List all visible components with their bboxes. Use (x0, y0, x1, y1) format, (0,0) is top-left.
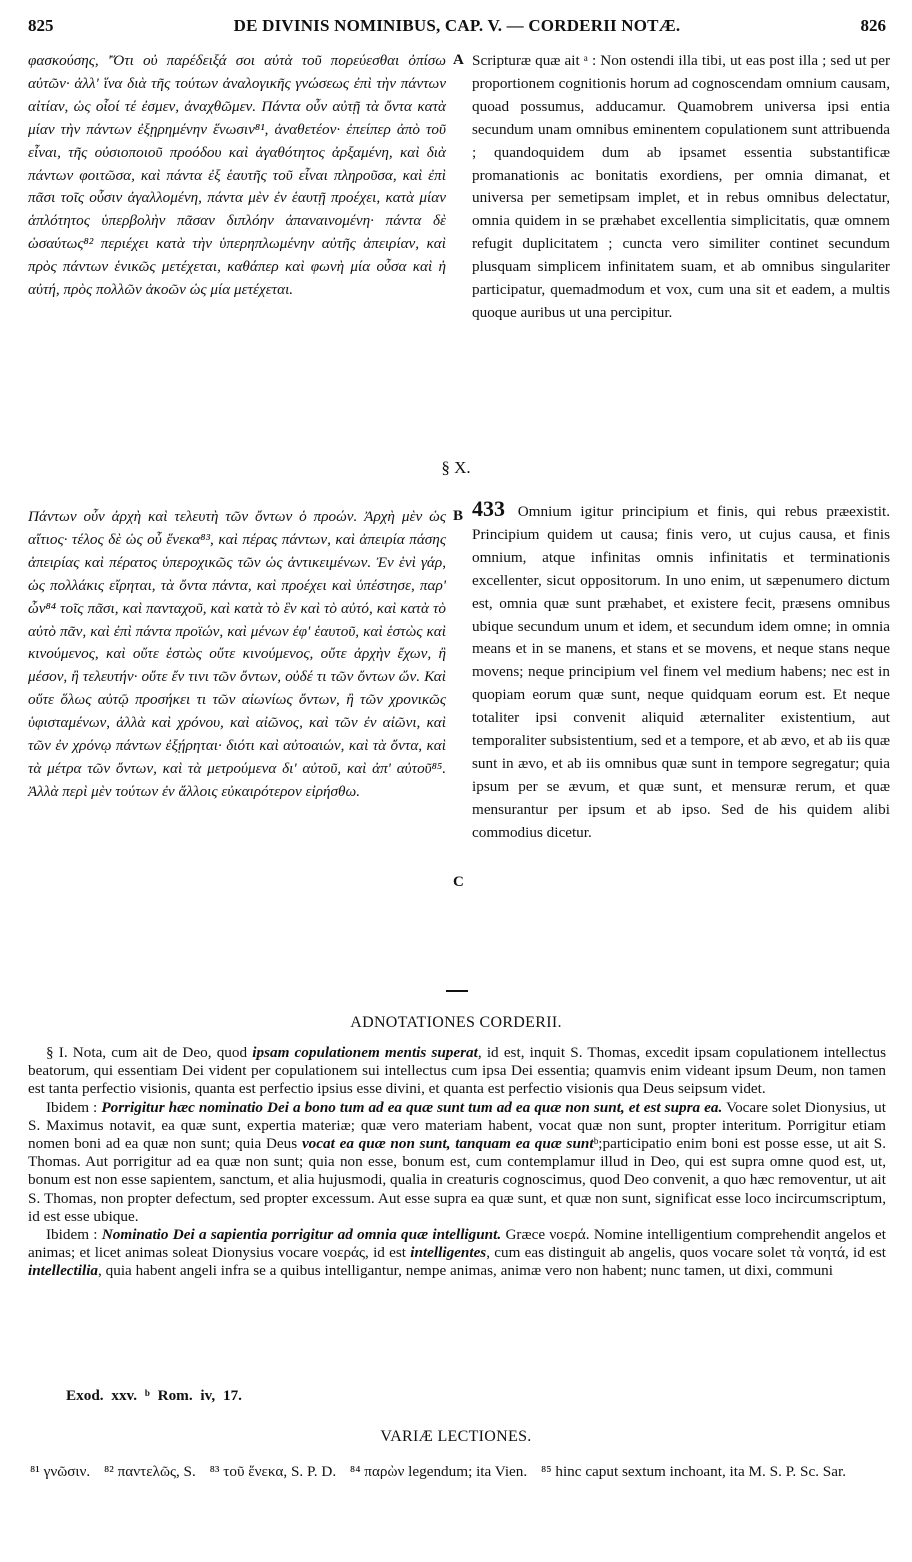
variant-reading: ⁸⁵ hinc caput sextum inchoant, ita M. S. P. Sc. Sar. (540, 1463, 847, 1480)
greek-text-block-1: φασκούσης, 'Ὅτι οὐ παρέδειξά σοι αὐτὰ τοῦ πορεύεσθαι ὀπίσω αὐτῶν· ἀλλ' ἵνα διὰ τῆς τούτων ἀναλογικῆς γνώσεως ἐπὶ τὴν πάντων αἰτίαν, ὡς οἷοί τέ ἐσμεν, ἀναχθῶμεν. Πάντα οὖν αὐτῇ τὰ ὄντα κατὰ μίαν τὴν πάντων ἐξῃρημένην ἕνωσιν⁸¹, ἀναθετέον· ἐπείπερ ἀπὸ τοῦ εἶναι, τῆς οὐσιοποιοῦ προόδου καὶ ἀγαθότητος ἀρξαμένη, καὶ διὰ πάντων φοιτῶσα, καὶ πάντα ἐξ ἑαυτῆς τοῦ εἶναι πληροῦσα, καὶ ἐπὶ πᾶσι τοῖς οὖσιν ἀγαλλομένη, πάντα μὲν ἐν ἑαυτῇ προέχει, κατὰ μίαν ἁπλότητος ὑπερβολὴν πᾶσαν διπλόην ἀπαναινομένη· πάντα δὲ ὡσαύτως⁸² περιέχει κατὰ τὴν ὑπερηπλωμένην αὐτῆς ἀπειρίαν, καὶ πρὸς πάντων ἑνικῶς μετέχεται, καθάπερ καὶ φωνὴ μία οὖσα καὶ ἡ αὐτή, πρὸς πολλῶν ἀκοῶν ὡς μία μετέχεται. (28, 52, 446, 299)
variant-reading: ⁸⁴ παρὼν legendum; ita Vien. (349, 1463, 528, 1480)
page-number-left: 825 (28, 16, 54, 35)
note-text: , cum eas distinguit ab angelis, quos vocare solet τὰ νοητά, id est (486, 1244, 886, 1262)
biblical-references: Exod. xxv. ᵇ Rom. iv, 17. (66, 1387, 242, 1404)
notes-title: ADNOTATIONES CORDERII. (350, 1014, 562, 1031)
running-title: DE DIVINIS NOMINIBUS, CAP. V. — CORDERII NOTÆ. (233, 16, 681, 35)
note-text: Græce νοερά. Nomine intelligentium comprehendit angelos et animas; et licet animas soleat Dionysius vocare νοεράς, id est (28, 1226, 886, 1262)
variant-reading: ⁸² παντελῶς, S. (103, 1463, 196, 1480)
variant-reading: ⁸¹ γνῶσιν. (30, 1463, 91, 1480)
marker-a: A (453, 52, 464, 68)
note-text: § I. Nota, cum ait de Deo, quod (46, 1044, 253, 1061)
note-text: , quia habent angeli infra se a quibus intelligantur, nempe animas, animæ vero non habent; nunc tamen, ut dixi, communi (98, 1262, 833, 1280)
note-quote: ipsam copulationem mentis superat (252, 1044, 478, 1061)
latin-text-block-1: Scripturæ quæ ait ᵃ : Non ostendi illa tibi, ut eas post illa ; sed ut per proportionem cognitionis horum ad cognoscendam omnium causam, quoad possumus, adducamur. Quamobrem universa ipsi entia secundum unam omnibus eminentem copulationem sunt attribuenda ; quandoquidem dum ab ipsamet essentia substantificæ promanationis ac bonitatis exordiens, per omnia dimanat, et universa per semetipsam implet, et in rebus omnibus delectatur, omnia quidem in se præhabet excellentia simplicitatis, quæ omnem refugit duplicitatem ; cuncta vero similiter continet secundum plusquam simplicem infinitatem suam, et ab omnibus singulariter participatur, quemadmodum et vox, cum una sit et eadem, a multis quoque auribus ut una percipitur. (472, 52, 890, 321)
note-text: Ibidem : (46, 1098, 102, 1116)
marker-c: C (453, 874, 464, 890)
note-text: Ibidem : (46, 1226, 102, 1244)
note-quote: intelligentes (410, 1244, 487, 1262)
section-heading: § X. (441, 458, 471, 477)
latin-text-block-2-body: Omnium igitur principium et finis, qui rebus præexistit. Principium quidem ut causa; finis vero, ut cujus causa, et finis omnium, atque infinitas omnis infinitatis et terminationis excellenter, sicut oppositorum. In uno enim, ut sæpenumero dictum est, omnia quæ sunt præhabet, et existere fecit, præsens omnibus ubique secundum unum et idem, et secundum idem omne; in omnia means et in se manens, et stans et se movens, et neque stans neque movens; neque principium vel finem vel medium habens; nec est in quopiam eorum quæ sunt, neque quidquam eorum est. Et neque totaliter ipsi convenit aliquid æternaliter existentium, aut temporaliter subsistentium, sed et a tempore, et ab ævo, et ab iis quæ sunt in ævo, et ab iis omnibus quæ sunt in tempore segregatur; quia ipsum per se ævum, et quæ sunt, et mensuræ rerum, et quæ mensurantur per ipsum et ab ipso. Sed de his quidem alibi commodius dicetur. (472, 503, 890, 841)
note-text: ᵇ;participatio enim boni est posse esse, ut ait S. Thomas. Aut porrigitur ad ea quæ non sunt; quia non esse, bonum est, cum contemplamur illud in Deo, qui est supra omne quod est, ut, bonum est non esse sapientem, sanctum, et alia hujusmodi, qualia in creaturis cognoscimus, quod Deo convenit, a quo hæc removentur, ut ait S. Thomas, non propter defectum, sed propter excessum. Aut esse supra ea quæ sunt, et quæ non sunt, significat esse loco incircumscriptum, id est esse ubique. (28, 1135, 887, 1225)
variant-reading: ⁸³ τοῦ ἕνεκα, S. P. D. (209, 1463, 337, 1480)
latin-text-block-2 (472, 498, 890, 845)
note-quote: vocat ea quæ non sunt, tanquam ea quæ sunt (301, 1135, 594, 1153)
note-text: Vocare solet Dionysius, ut S. Maximus notavit, ea quæ sunt, expertia materiæ; quæ vero materiam habent, vocat quæ non sunt, propter interitum. Porrigitur etiam nomen boni ad ea quæ non sunt; quia Deus (28, 1098, 886, 1153)
variant-readings (30, 1462, 886, 1481)
greek-text-block-2: Πάντων οὖν ἀρχὴ καὶ τελευτὴ τῶν ὄντων ὁ προών. Ἀρχὴ μὲν ὡς αἴτιος· τέλος δὲ ὡς οὗ ἕνεκα⁸³, καὶ πέρας πάντων, καὶ ἀπειρία πάσης ἀπειρίας καὶ πέρατος ὑπεροχικῶς τῶν ὡς ἀντικειμένων. Ἐν ἑνὶ γάρ, ὡς πολλάκις εἴρηται, τὰ ὄντα πάντα, καὶ προέχει καὶ ὑπέστησε, παρ' ὧν⁸⁴ τοῖς πᾶσι, καὶ πανταχοῦ, καὶ κατὰ τὸ ἓν καὶ τὸ αὐτό, καὶ κατὰ τὸ αὐτὸ πᾶν, καὶ ἐπὶ πάντα προϊών, καὶ μένων ἐφ' ἑαυτοῦ, καὶ ἑστὼς καὶ κινούμενος, καὶ οὔτε ἑστὼς οὔτε κινούμενος, οὔτε ἀρχὴν ἔχων, ἢ μέσον, ἢ τελευτήν· οὔτε ἔν τινι τῶν ὄντων, οὐδέ τι τῶν ὄντων ὤν. Καὶ οὔτε ὅλως αὐτῷ προσήκει τι τῶν αἰωνίως ὄντων, ἢ τῶν χρονικῶς ὑφισταμένων, ἀλλὰ καὶ χρόνου, καὶ αἰῶνος, καὶ τῶν ἐν αἰῶνι, καὶ τῶν ἐν χρόνῳ πάντων ἐξῄρηται· διότι καὶ αὐτοαιών, καὶ τὰ ὄντα, καὶ τὰ μέτρα τῶν ὄντων, καὶ τὰ μετρούμενα δι' αὐτοῦ, καὶ ἀπ' αὐτοῦ⁸⁵. Ἀλλὰ περὶ μὲν τούτων ἐν ἄλλοις εὐκαιρότερον εἰρήσθω. (28, 508, 446, 800)
column-number: 433 (472, 496, 505, 521)
marker-b: B (453, 508, 464, 524)
note-quote: intellectilia (28, 1262, 99, 1280)
variants-title: VARIÆ LECTIONES. (380, 1428, 532, 1445)
note-quote: Porrigitur hæc nominatio Dei a bono tum ad ea quæ sunt tum ad ea quæ non sunt, et est supra ea. (101, 1098, 723, 1116)
running-header (28, 16, 886, 46)
note-text: , id est, inquit S. Thomas, excedit ipsam copulationem intellectus beatorum, qui essentiam Dei vident per copulationem sui intellectus cum ipsa Dei essentia; quamvis enim videant ipsum Deum, non tamen est tanta perfectio visionis, quanta est perfectio ipsius esse divini, et quanta est perfectio visionis qua Deus seipsum videt. (28, 1044, 887, 1098)
note-quote: Nominatio Dei a sapientia porrigitur ad omnia quæ intelligunt. (101, 1226, 502, 1244)
separator-rule (446, 990, 468, 992)
note-paragraph (28, 1044, 886, 1099)
page-number-right: 826 (860, 16, 886, 35)
note-paragraph (28, 1226, 886, 1281)
notes-body (28, 1044, 886, 1281)
note-paragraph (28, 1099, 886, 1226)
